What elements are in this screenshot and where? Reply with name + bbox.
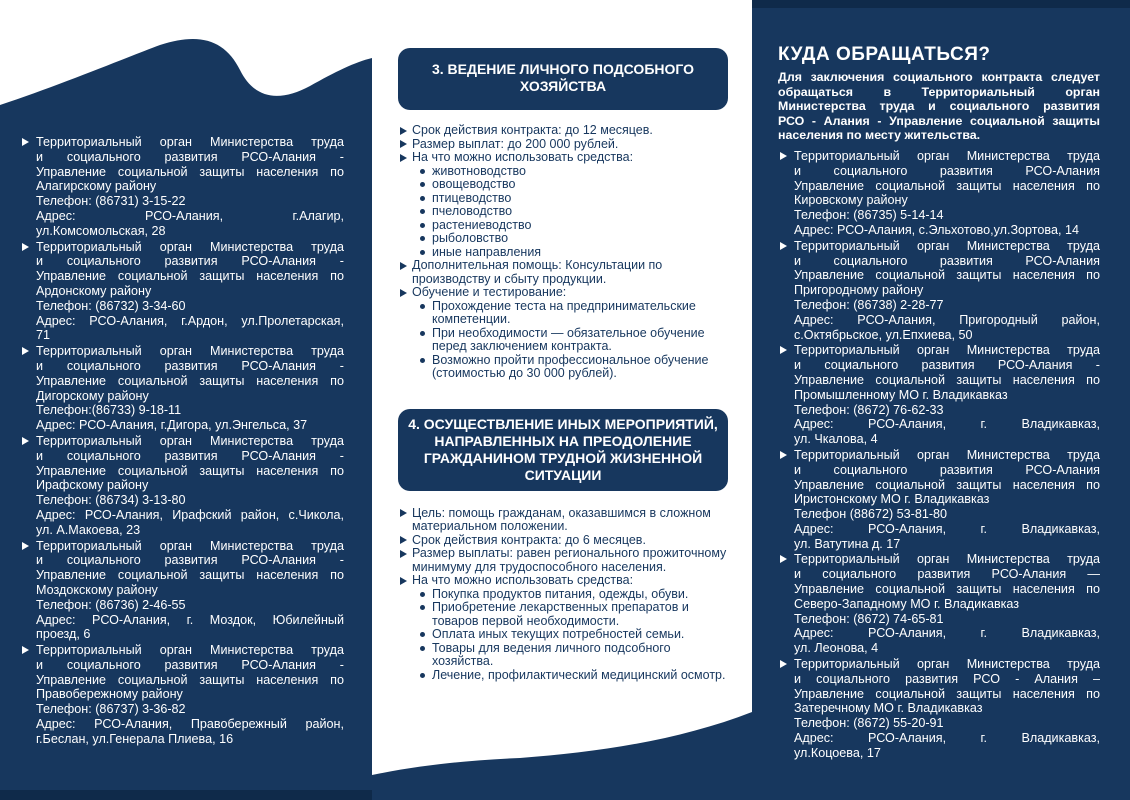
list-item	[398, 151, 728, 259]
office-name-line: Кировскому району	[794, 193, 908, 208]
office-name-line: и социального развития РСО-Алания -	[36, 657, 344, 672]
office-name-line: Управление социальной защиты населения по	[794, 582, 1100, 597]
office-phone: Телефон: (86734) 3-13-80	[36, 493, 186, 508]
contacts-intro	[778, 70, 1100, 143]
office-name-line: Управление социальной защиты населения по	[794, 178, 1100, 193]
office-item	[20, 344, 344, 433]
office-address-line: Адрес: РСО-Алания, г.Алагир,	[36, 208, 344, 223]
office-name-line: Территориальный орган Министерства труда	[36, 433, 344, 448]
intro-line: населения по месту жительства.	[778, 128, 981, 143]
list-item	[398, 259, 728, 286]
office-name-line: Территориальный орган Министерства труда	[36, 135, 344, 149]
office-item	[778, 239, 1100, 343]
office-phone: Телефон: (86732) 3-34-60	[36, 298, 186, 313]
intro-line: РСО - Алания - Управление социальной защиты	[778, 113, 1100, 128]
office-address-line: Адрес: РСО-Алания, г. Моздок, Юбилейный	[36, 612, 344, 627]
office-address-line: ул. А.Макоева, 23	[36, 522, 141, 537]
sublist-item: Возможно пройти профессиональное обучение (стоимостью до 30 000 рублей).	[418, 354, 728, 381]
office-name-line: Ирафскому району	[36, 478, 149, 493]
office-name-line: Правобережному району	[36, 687, 183, 702]
office-address-line: ул. Ватутина д. 17	[794, 536, 901, 551]
sublist-item: Приобретение лекарственных препаратов и товаров первой необходимости.	[418, 601, 728, 628]
office-phone: Телефон (88672) 53-81-80	[794, 507, 948, 522]
office-name-line: Территориальный орган Министерства труда	[36, 344, 344, 359]
contacts-title: КУДА ОБРАЩАТЬСЯ?	[778, 44, 991, 65]
office-address-line: с.Октябрьское, ул.Епхиева, 50	[794, 327, 973, 342]
office-name-line: Управление социальной защиты населения по	[794, 477, 1100, 492]
sublist	[412, 165, 728, 260]
office-name-line: Управление социальной защиты населения по	[794, 686, 1100, 701]
intro-line: Для заключения социального контракта следует	[778, 70, 1100, 84]
office-name-line: Моздокскому району	[36, 582, 158, 597]
list-item-text: Срок действия контракта: до 6 месяцев.	[412, 532, 646, 547]
list-item-text: Размер выплаты: равен регионального прожиточному минимуму для трудоспособного населения.	[412, 546, 727, 574]
section4-heading-line: ГРАЖДАНИНОМ ТРУДНОЙ ЖИЗНЕННОЙ	[423, 449, 703, 466]
section3-heading-line: ХОЗЯЙСТВА	[519, 78, 607, 94]
office-name-line: и социального развития РСО-Алания -	[36, 553, 344, 568]
intro-line: Министерства труда и социального развития	[778, 99, 1100, 114]
office-name-line: и социального развития РСО - Алания –	[794, 671, 1100, 686]
office-name-line: Управление социальной защиты населения по	[794, 268, 1100, 283]
list-item-text: Дополнительная помощь: Консультации по производству и сбыту продукции.	[412, 258, 663, 286]
right-office-list	[778, 149, 1100, 761]
list-item-text: Обучение и тестирование:	[412, 285, 567, 299]
list-item-text: Цель: помощь гражданам, оказавшимся в сложном материальном положении.	[412, 505, 711, 533]
office-item	[20, 434, 344, 538]
office-address-line: Адрес: РСО-Алания, г. Владикавказ,	[794, 521, 1100, 536]
office-phone: Телефон: (86737) 3-36-82	[36, 702, 186, 717]
office-address-line: Адрес: РСО-Алания, г.Ардон, ул.Пролетарская,	[36, 313, 344, 328]
sublist-item: птицеводство	[418, 192, 728, 206]
office-address-line: ул.Комсомольская, 28	[36, 223, 166, 238]
office-name-line: и социального развития РСО-Алания -	[36, 358, 344, 373]
list-item	[398, 138, 728, 152]
right-column	[778, 44, 1100, 762]
office-name-line: Территориальный орган Министерства труда	[794, 148, 1100, 163]
office-name-line: Управление социальной защиты населения по	[36, 463, 344, 478]
office-address-line: Адрес: РСО-Алания, г. Владикавказ,	[794, 417, 1100, 432]
left-column	[20, 135, 344, 748]
office-name-line: и социального развития РСО-Алания —	[794, 567, 1100, 582]
list-item	[398, 124, 728, 138]
office-item	[20, 240, 344, 344]
section3-heading-line: 3. ВЕДЕНИЕ ЛИЧНОГО ПОДСОБНОГО	[431, 61, 695, 77]
office-name-line: Территориальный орган Министерства труда	[36, 643, 344, 658]
sublist-item: Лечение, профилактический медицинский осмотр.	[418, 669, 728, 683]
office-item	[778, 657, 1100, 761]
office-name-line: и социального развития РСО-Алания -	[794, 358, 1100, 373]
office-name-line: Территориальный орган Министерства труда	[36, 239, 344, 254]
office-name-line: Территориальный орган Министерства труда	[36, 538, 344, 553]
office-address-line: Адрес: РСО-Алания, г. Владикавказ,	[794, 626, 1100, 641]
office-address-line: ул.Коцоева, 17	[794, 745, 881, 760]
office-phone: Телефон: (86735) 5-14-14	[794, 208, 944, 223]
office-name-line: Территориальный орган Министерства труда	[794, 552, 1100, 567]
left-bottom-band	[0, 790, 372, 800]
office-address-line: 71	[36, 328, 51, 343]
list-item-text: На что можно использовать средства:	[412, 573, 634, 587]
office-name-line: Территориальный орган Министерства труда	[794, 343, 1100, 358]
office-name-line: Территориальный орган Министерства труда	[794, 238, 1100, 253]
section4-heading-line: СИТУАЦИИ	[524, 466, 602, 483]
office-name-line: и социального развития РСО-Алания -	[36, 448, 344, 463]
office-address-line: Адрес: РСО-Алания, Пригородный район,	[794, 312, 1100, 327]
office-phone: Телефон: (86738) 2-28-77	[794, 297, 944, 312]
sublist-item: рыболовство	[418, 232, 728, 246]
office-name-line: Территориальный орган Министерства труда	[794, 447, 1100, 462]
office-name-line: и социального развития РСО-Алания	[794, 163, 1100, 178]
office-address-line: г.Беслан, ул.Генерала Плиева, 16	[36, 731, 234, 746]
office-address-line: Адрес: РСО-Алания, г. Владикавказ,	[794, 731, 1100, 746]
office-phone: Телефон: (8672) 76-62-33	[794, 402, 944, 417]
sublist-item: Прохождение теста на предпринимательские компетенции.	[418, 300, 728, 327]
office-item	[778, 343, 1100, 447]
office-phone: Телефон: (86736) 2-46-55	[36, 597, 186, 612]
office-name-line: Управление социальной защиты населения по	[36, 373, 344, 388]
office-name-line: Алагирскому району	[36, 179, 157, 194]
office-name-line: Пригородному району	[794, 283, 924, 298]
office-item	[20, 539, 344, 643]
sublist-item: При необходимости — обязательное обучение перед заключением контракта.	[418, 327, 728, 354]
list-item	[398, 534, 728, 548]
list-item-text: Срок действия контракта: до 12 месяцев.	[412, 123, 653, 137]
office-name-line: и социального развития РСО-Алания	[794, 462, 1100, 477]
office-name-line: Промышленному МО г. Владикавказ	[794, 387, 1008, 402]
list-item	[398, 547, 728, 574]
sublist-item: Оплата иных текущих потребностей семьи.	[418, 628, 728, 642]
office-address-line: проезд, 6	[36, 627, 91, 642]
list-item	[398, 507, 728, 534]
office-name-line: Северо-Западному МО г. Владикавказ	[794, 596, 1020, 611]
sublist	[412, 588, 728, 683]
office-name-line: Иристонскому МО г. Владикавказ	[794, 492, 990, 507]
sublist-item: растениеводство	[418, 219, 728, 233]
list-item-text: Размер выплат: до 200 000 рублей.	[412, 136, 619, 151]
office-name-line: Затеречному МО г. Владикавказ	[794, 701, 983, 716]
section4-heading-line: НАПРАВЛЕННЫХ НА ПРЕОДОЛЕНИЕ	[434, 432, 692, 449]
office-item	[778, 552, 1100, 656]
office-name-line: и социального развития РСО-Алания -	[36, 254, 344, 269]
sublist-item: Товары для ведения личного подсобного хозяйства.	[418, 642, 728, 669]
office-name-line: Управление социальной защиты населения по	[794, 372, 1100, 387]
office-name-line: Управление социальной защиты населения по	[36, 164, 344, 179]
middle-column	[398, 48, 728, 682]
office-address-line: ул. Чкалова, 4	[794, 432, 878, 447]
right-top-band	[752, 0, 1130, 8]
office-item	[778, 448, 1100, 552]
office-phone: Телефон: (8672) 55-20-91	[794, 716, 944, 731]
section3-list	[398, 124, 728, 381]
left-office-list	[20, 135, 344, 747]
office-address-line: Адрес: РСО-Алания, г.Дигора, ул.Энгельса, 37	[36, 418, 308, 433]
office-address-line: Адрес: РСО-Алания, с.Эльхотово,ул.Зортова, 14	[794, 222, 1079, 237]
sublist-item: Покупка продуктов питания, одежды, обуви.	[418, 588, 728, 602]
office-address-line: Адрес: РСО-Алания, Правобережный район,	[36, 717, 344, 732]
office-name-line: Территориальный орган Министерства труда	[794, 657, 1100, 672]
section4-heading-line: 4. ОСУЩЕСТВЛЕНИЕ ИНЫХ МЕРОПРИЯТИЙ,	[408, 415, 718, 432]
office-name-line: и социального развития РСО-Алания	[794, 253, 1100, 268]
office-name-line: Ардонскому району	[36, 283, 152, 298]
sublist-item: пчеловодство	[418, 205, 728, 219]
office-address-line: ул. Леонова, 4	[794, 641, 879, 656]
office-name-line: и социального развития РСО-Алания -	[36, 149, 344, 164]
sublist-item: животноводство	[418, 165, 728, 179]
section4-list	[398, 507, 728, 683]
office-phone: Телефон: (86731) 3-15-22	[36, 194, 186, 209]
sublist	[412, 300, 728, 381]
office-item	[20, 135, 344, 239]
office-name-line: Управление социальной защиты населения по	[36, 269, 344, 284]
intro-line: обращаться в Территориальный орган	[778, 84, 1100, 99]
sublist-item: иные направления	[418, 246, 728, 260]
section4-heading	[398, 409, 728, 491]
section3-heading	[398, 48, 728, 110]
office-phone: Телефон: (8672) 74-65-81	[794, 611, 944, 626]
sublist-item: овощеводство	[418, 178, 728, 192]
list-item	[398, 286, 728, 381]
office-phone: Телефон:(86733) 9-18-11	[36, 403, 182, 418]
list-item	[398, 574, 728, 682]
office-name-line: Управление социальной защиты населения по	[36, 672, 344, 687]
office-item	[20, 643, 344, 747]
office-item	[778, 149, 1100, 238]
list-item-text: На что можно использовать средства:	[412, 150, 634, 164]
office-name-line: Управление социальной защиты населения по	[36, 568, 344, 583]
office-name-line: Дигорскому району	[36, 388, 149, 403]
office-address-line: Адрес: РСО-Алания, Ирафский район, с.Чикола,	[36, 507, 344, 522]
middle-swoosh-shape	[372, 712, 752, 800]
